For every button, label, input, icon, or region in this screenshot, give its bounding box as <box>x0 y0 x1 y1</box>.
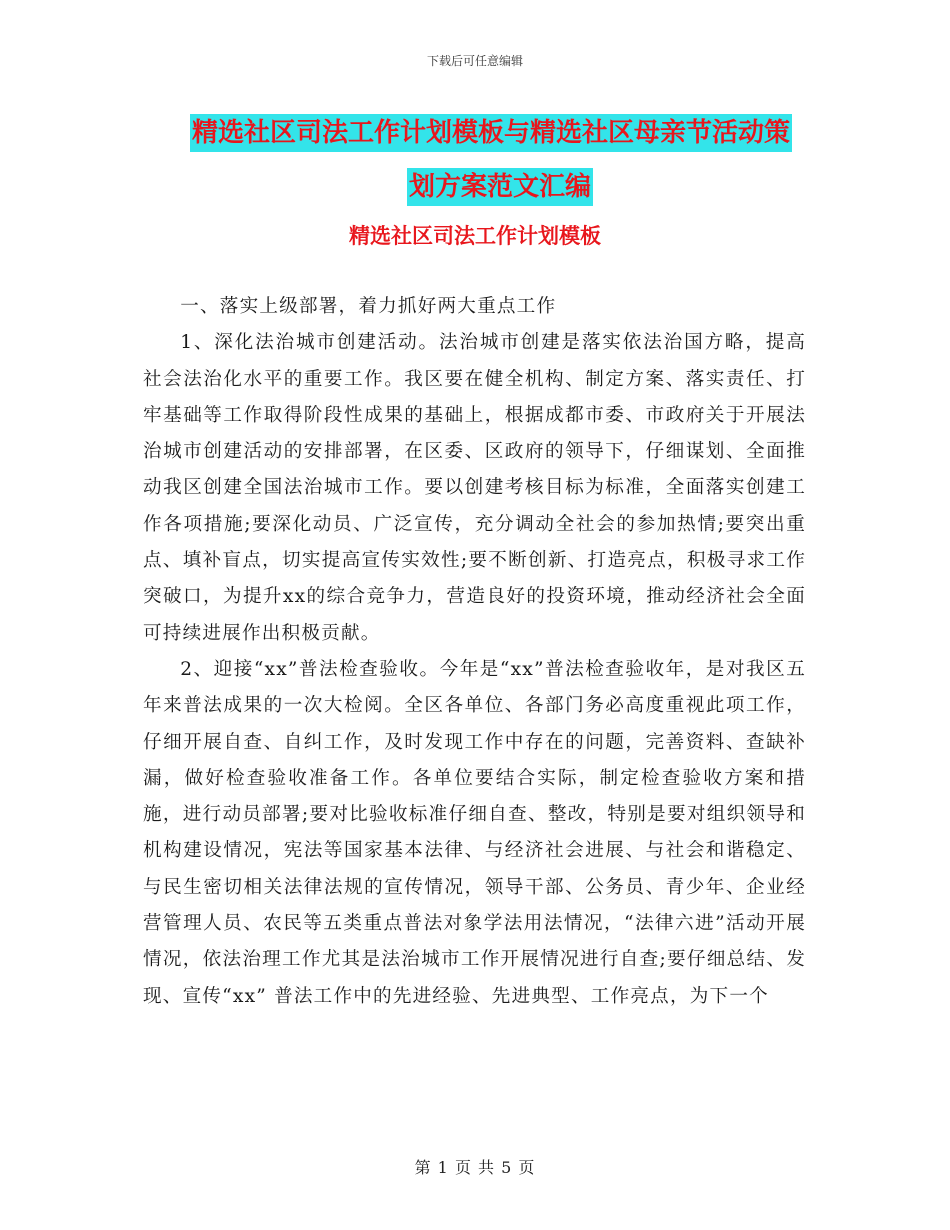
title-highlight-2: 划方案范文汇编 <box>407 168 593 206</box>
header-note: 下载后可任意编辑 <box>426 54 523 68</box>
paragraph-1: 1、深化法治城市创建活动。法治城市创建是落实依法治国方略，提高社会法治化水平的重要工作。我区要在健全机构、制定方案、落实责任、打牢基础等工作取得阶段性成果的基础上，根据成都市委、市政府关于开展法治城市创建活动的安排部署，在区委、区政府的领导下，仔细谋划、全面推动我区创建全国法治城市工作。要以创建考核目标为标准，全面落实创建工作各项措施;要深化动员、广泛宣传，充分调动全社会的参加热情;要突出重点、填补盲点，切实提高宣传实效性;要不断创新、打造亮点，积极寻求工作突破口，为提升xx的综合竞争力，营造良好的投资环境，推动经济社会全面可持续进展作出积极贡献。 <box>143 332 806 644</box>
paragraph-2: 2、迎接“xx”普法检查验收。今年是“xx”普法检查验收年，是对我区五年来普法成果的一次大检阅。全区各单位、各部门务必高度重视此项工作，仔细开展自查、自纠工作，及时发现工作中存在的问题，完善资料、查缺补漏，做好检查验收准备工作。各单位要结合实际，制定检查验收方案和措施，进行动员部署;要对比验收标准仔细自查、整改，特别是要对组织领导和机构建设情况，宪法等国家基本法律、与经济社会进展、与社会和谐稳定、与民生密切相关法律法规的宣传情况，领导干部、公务员、青少年、企业经营管理人员、农民等五类重点普法对象学法用法情况，“法律六进”活动开展情况，依法治理工作尤其是法治城市工作开展情况进行自查;要仔细总结、发现、宣传“xx” 普法工作中的先进经验、先进典型、工作亮点，为下一个 <box>143 658 806 1007</box>
document-title-line-1 <box>190 106 810 160</box>
paragraph-heading-1: 一、落实上级部署，着力抓好两大重点工作 <box>180 296 557 317</box>
section-title: 精选社区司法工作计划模板 <box>349 224 601 248</box>
page-number-footer: 第 1 页 共 5 页 <box>414 1158 536 1177</box>
document-title <box>190 106 810 214</box>
title-highlight-1: 精选社区司法工作计划模板与精选社区母亲节活动策 <box>190 114 792 152</box>
document-title-line-2 <box>190 160 810 214</box>
body-text <box>143 289 806 1015</box>
